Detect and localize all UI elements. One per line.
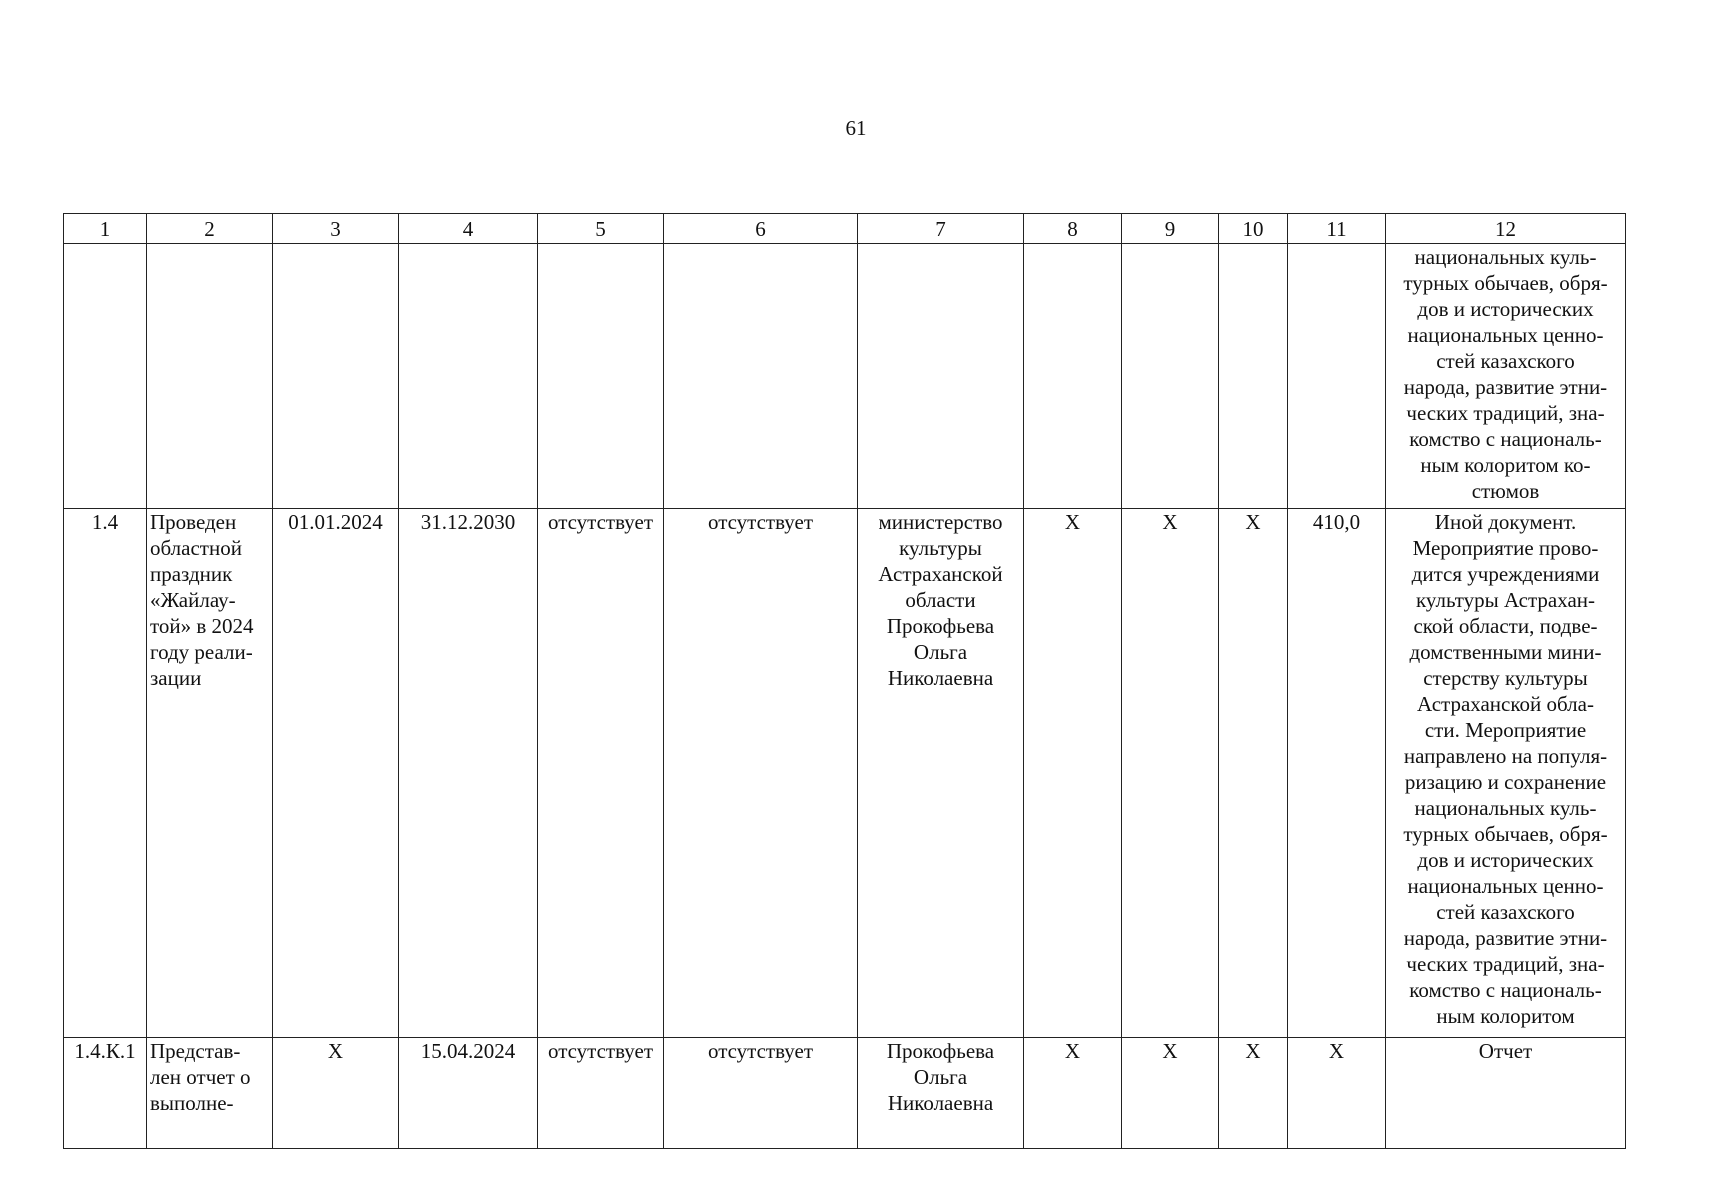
header-col-6: 6 xyxy=(664,214,858,244)
header-col-2: 2 xyxy=(147,214,273,244)
cell-measure-name: Проведен областной праздник «Жайлау- той» в 2024 году реали- зации xyxy=(147,509,273,1038)
cell-responsible: Прокофьева Ольга Николаевна xyxy=(858,1038,1024,1149)
cell-note: Отчет xyxy=(1386,1038,1626,1149)
cell-empty xyxy=(664,244,858,509)
header-row xyxy=(64,214,1626,244)
cell-number: 1.4 xyxy=(64,509,147,1038)
cell-empty xyxy=(64,244,147,509)
header-col-3: 3 xyxy=(273,214,399,244)
header-col-8: 8 xyxy=(1024,214,1122,244)
cell-col9: Х xyxy=(1122,1038,1219,1149)
cell-col10: Х xyxy=(1219,1038,1288,1149)
header-col-12: 12 xyxy=(1386,214,1626,244)
cell-responsible: министерство культуры Астраханской области Прокофьева Ольга Николаевна xyxy=(858,509,1024,1038)
cell-col8: Х xyxy=(1024,509,1122,1038)
cell-number: 1.4.К.1 xyxy=(64,1038,147,1149)
cell-amount: 410,0 xyxy=(1288,509,1386,1038)
table-row-continuation xyxy=(64,244,1626,509)
cell-col6: отсутствует xyxy=(664,509,858,1038)
cell-empty xyxy=(1024,244,1122,509)
header-col-4: 4 xyxy=(399,214,538,244)
cell-empty xyxy=(1288,244,1386,509)
cell-col10: Х xyxy=(1219,509,1288,1038)
header-col-5: 5 xyxy=(538,214,664,244)
cell-col5: отсутствует xyxy=(538,509,664,1038)
cell-start-date: Х xyxy=(273,1038,399,1149)
cell-col5: отсутствует xyxy=(538,1038,664,1149)
cell-col8: Х xyxy=(1024,1038,1122,1149)
cell-note-continuation: национальных куль- турных обычаев, обря- дов и исторических национальных ценно- стей казахского народа, развитие этни- ческих традиций, зна- комство с националь- ным колоритом ко- стюмов xyxy=(1386,244,1626,509)
table-row xyxy=(64,509,1626,1038)
cell-note: Иной документ. Мероприятие прово- дится учреждениями культуры Астрахан- ской области, подве- домственными мини- стерству культуры Астраханской обла- сти. Мероприятие направлено на популя- ризацию и сохранение национальных куль- турных обычаев, обря- дов и исторических национальных ценно- стей казахского народа, развитие этни- ческих традиций, зна- комство с националь- ным колоритом xyxy=(1386,509,1626,1038)
header-col-11: 11 xyxy=(1288,214,1386,244)
cell-empty xyxy=(399,244,538,509)
cell-empty xyxy=(147,244,273,509)
cell-col9: Х xyxy=(1122,509,1219,1038)
cell-col6: отсутствует xyxy=(664,1038,858,1149)
page-number: 61 xyxy=(845,116,867,140)
cell-empty xyxy=(273,244,399,509)
header-col-9: 9 xyxy=(1122,214,1219,244)
cell-empty xyxy=(1122,244,1219,509)
cell-start-date: 01.01.2024 xyxy=(273,509,399,1038)
cell-measure-name: Представ- лен отчет о выполне- xyxy=(147,1038,273,1149)
header-col-1: 1 xyxy=(64,214,147,244)
cell-empty xyxy=(538,244,664,509)
cell-end-date: 15.04.2024 xyxy=(399,1038,538,1149)
cell-empty xyxy=(858,244,1024,509)
measures-table xyxy=(63,213,1626,1149)
header-col-10: 10 xyxy=(1219,214,1288,244)
header-col-7: 7 xyxy=(858,214,1024,244)
cell-empty xyxy=(1219,244,1288,509)
table-row xyxy=(64,1038,1626,1149)
cell-amount: Х xyxy=(1288,1038,1386,1149)
cell-end-date: 31.12.2030 xyxy=(399,509,538,1038)
